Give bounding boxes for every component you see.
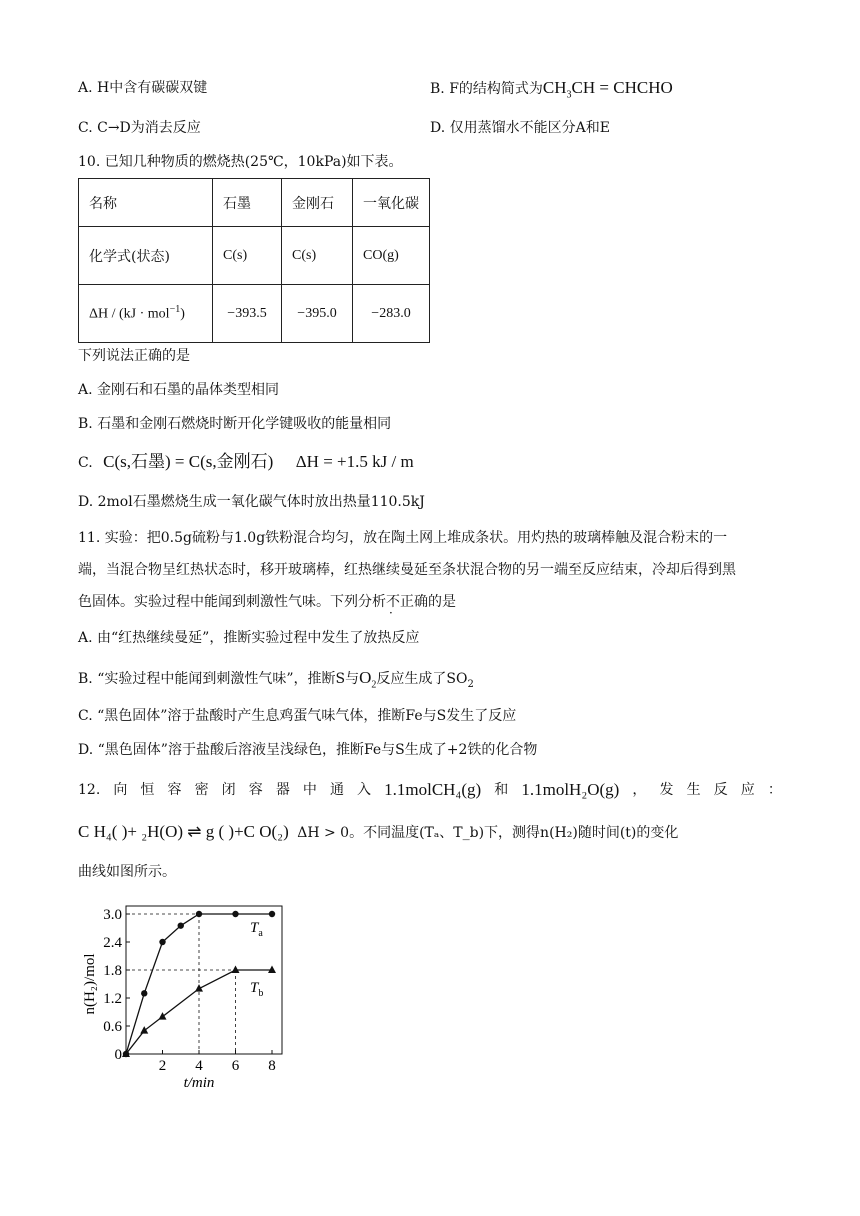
combustion-heat-table (78, 178, 430, 343)
data-point-ta (141, 990, 147, 996)
q12-line-1 (78, 780, 782, 800)
y-tick-label: 3.0 (103, 907, 122, 923)
data-point-ta (232, 911, 238, 917)
q12-word: 容 (248, 782, 263, 798)
q10-option-b: B. 石墨和金刚石燃烧时断开化学键吸收的能量相同 (78, 416, 392, 432)
data-point-ta (178, 922, 184, 928)
y-tick-label: 1.2 (103, 991, 122, 1007)
hydrogen-time-chart (78, 892, 308, 1092)
q10-option-c-equation: C(s,石墨) = C(s,金刚石) (103, 452, 274, 471)
table-cell: 名称 (79, 179, 213, 227)
q12-word: ， (632, 782, 647, 798)
y-tick-label: 2.4 (103, 935, 122, 951)
q11-line-2: 端，当混合物呈红热状态时，移开玻璃棒，红热继续曼延至条状混合物的另一端至反应结束，冷却后得到黑 (78, 562, 736, 578)
q12-word: 1.1molCH₄(g) (384, 780, 482, 799)
q11-option-b: B. “实验过程中能闻到刺激性气味”，推断S与$O_2$反应生成了$SO_2$ (78, 668, 474, 691)
table-cell: ΔH / (kJ · mol$^{-1}$) (79, 285, 213, 343)
data-point-ta (159, 939, 165, 945)
q12-word: 1.1molH₂O(g) (521, 780, 620, 799)
dh-label: ΔH / (kJ · mol (89, 306, 170, 322)
table-cell: 石墨 (213, 179, 282, 227)
q12-word: 应 (740, 782, 755, 798)
q12-equation: C H₄( )+ ₂H(O) ⇌ g ( )+C O(₂) (78, 822, 289, 841)
q12-word: 容 (167, 782, 182, 798)
q12-word: 发 (659, 782, 674, 798)
q9-option-c: C. C→D为消去反应 (78, 120, 201, 136)
q12-line-3: 曲线如图所示。 (78, 864, 176, 880)
x-axis-label: t/min (183, 1075, 215, 1091)
table-cell: C(s) (282, 227, 353, 285)
table-cell: −393.5 (213, 285, 282, 343)
q11-option-c: C. “黑色固体”溶于盐酸时产生息鸡蛋气味气体，推断Fe与S发生了反应 (78, 708, 517, 724)
data-point-tb (159, 1012, 167, 1020)
table-row (79, 179, 430, 227)
data-point-tb (268, 966, 276, 974)
x-tick-label: 4 (195, 1058, 203, 1074)
q10-option-c-label: C. (78, 455, 93, 471)
q11-option-b-text: B. “实验过程中能闻到刺激性气味”，推断S与 (78, 671, 360, 687)
q12-word: 向 (113, 782, 128, 798)
y-tick-label: 0.6 (103, 1019, 122, 1035)
table-row (79, 285, 430, 343)
q12-line-2-text: ΔH > 0。不同温度(Tₐ、T_b)下，测得n(H₂)随时间(t)的变化 (297, 825, 679, 841)
o2-formula: $O_2$ (359, 668, 377, 691)
q11-line-3-end: 确的是 (414, 594, 456, 610)
q11-option-b-text-2: 反应生成了SO (376, 671, 468, 687)
x-tick-label: 6 (231, 1058, 240, 1074)
table-cell: C(s) (213, 227, 282, 285)
data-point-tb (140, 1026, 148, 1034)
q12-word: 恒 (140, 782, 155, 798)
q9-option-b-text: B. F的结构简式为 (430, 81, 543, 97)
series-label-tb: $T_b$ (250, 980, 264, 999)
q11-line-3-text: 色固体。实验过程中能闻到刺激性气味。下列分析 (78, 594, 386, 610)
q11-option-a: A. 由“红热继续曼延”，推断实验过程中发生了放热反应 (78, 630, 420, 646)
x-tick-label: 2 (158, 1058, 167, 1074)
q9-option-b (430, 78, 673, 105)
q10-option-a: A. 金刚石和石墨的晶体类型相同 (78, 382, 280, 398)
q9-option-a: A. H中含有碳碳双键 (78, 80, 208, 96)
q12-word: 通 (329, 782, 344, 798)
series-label-ta: $T_a$ (250, 920, 263, 939)
q12-word: 反 (713, 782, 728, 798)
table-cell: CO(g) (353, 227, 430, 285)
dh-label-sup: −1 (169, 304, 181, 316)
q12-word: 12. (78, 782, 101, 798)
q12-word: 器 (275, 782, 290, 798)
q12-word: 中 (302, 782, 317, 798)
q11-line-3 (78, 592, 456, 612)
q12-word: 密 (194, 782, 209, 798)
q9-option-b-formula: $CH_3CH$ = CHCHO (542, 78, 673, 101)
q12-word: 闭 (221, 782, 236, 798)
table-cell: −395.0 (282, 285, 353, 343)
data-point-ta (196, 911, 202, 917)
q10-stem: 10. 已知几种物质的燃烧热(25℃，10kPa)如下表。 (78, 154, 403, 170)
q10-question: 下列说法正确的是 (78, 348, 190, 364)
table-cell: 金刚石 (282, 179, 353, 227)
q11-line-1: 11. 实验：把0.5g硫粉与1.0g铁粉混合均匀，放在陶土网上堆成条状。用灼热的玻璃棒触及混合粉末的一 (78, 530, 728, 546)
y-tick-label: 0 (114, 1047, 122, 1063)
q12-word: ： (767, 782, 782, 798)
q12-word: 生 (686, 782, 701, 798)
q9-option-d: D. 仅用蒸馏水不能区分A和E (430, 120, 610, 136)
data-point-tb (232, 966, 240, 974)
data-point-ta (269, 911, 275, 917)
emphasis-text: 不正 (386, 594, 414, 610)
q12-word: 和 (494, 782, 509, 798)
q10-option-c (78, 452, 414, 473)
x-tick-label: 8 (268, 1058, 276, 1074)
table-cell: −283.0 (353, 285, 430, 343)
q12-line-2 (78, 822, 678, 843)
q12-word: 入 (357, 782, 372, 798)
q11-option-d: D. “黑色固体”溶于盐酸后溶液呈浅绿色，推断Fe与S生成了+2铁的化合物 (78, 742, 538, 758)
table-cell: 一氧化碳 (353, 179, 430, 227)
q10-option-c-dh: ΔH = +1.5 kJ / m (295, 452, 414, 471)
table-row (79, 227, 430, 285)
q10-option-d: D. 2mol石墨燃烧生成一氧化碳气体时放出热量110.5kJ (78, 494, 425, 510)
table-cell: 化学式(状态) (79, 227, 213, 285)
y-tick-label: 1.8 (103, 963, 122, 979)
y-axis-label: n(H₂)/mol (82, 953, 98, 1015)
